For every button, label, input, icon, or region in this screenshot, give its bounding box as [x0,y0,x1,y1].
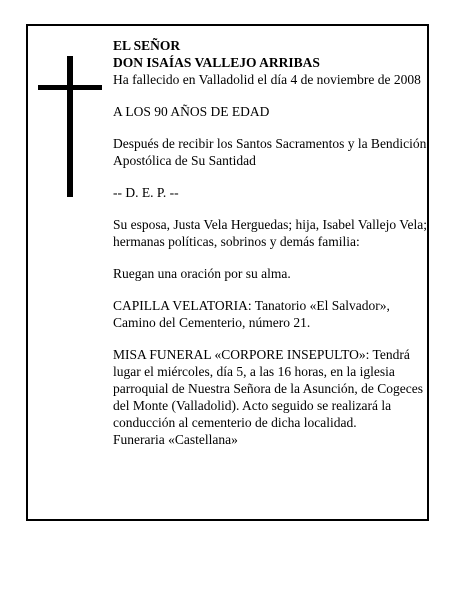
deceased-header [113,37,433,88]
obituary-text [113,37,433,448]
funeral-block [113,346,433,448]
funeral-info: MISA FUNERAL «CORPORE INSEPULTO»: Tendrá lugar el miércoles, día 5, a las 16 horas, en la iglesia parroquial de Nuestra Señora de la Asunción, de Cogeces del Monte (Valladolid). Acto seguido se realizará la conducción al cementerio de dicha localidad. [113,347,424,430]
title-line-1: EL SEÑOR [113,38,181,53]
prayer-request: Ruegan una oración por su alma. [113,266,291,281]
chapel-info: CAPILLA VELATORIA: Tanatorio «El Salvador», Camino del Cementerio, número 21. [113,298,390,330]
deceased-name: DON ISAÍAS VALLEJO ARRIBAS [113,55,320,70]
rip-line: -- D. E. P. -- [113,185,179,200]
cross-horizontal-bar [38,85,102,90]
age-statement: A LOS 90 AÑOS DE EDAD [113,104,270,119]
family-statement: Su esposa, Justa Vela Herguedas; hija, Isabel Vallejo Vela; hermanas políticas, sobrinos y demás familia: [113,217,427,249]
funeral-home: Funeraria «Castellana» [113,432,238,447]
cross-vertical-bar [67,56,73,197]
death-statement: Ha fallecido en Valladolid el día 4 de noviembre de 2008 [113,72,421,87]
sacraments-statement: Después de recibir los Santos Sacramentos y la Bendición Apostólica de Su Santidad [113,136,427,168]
